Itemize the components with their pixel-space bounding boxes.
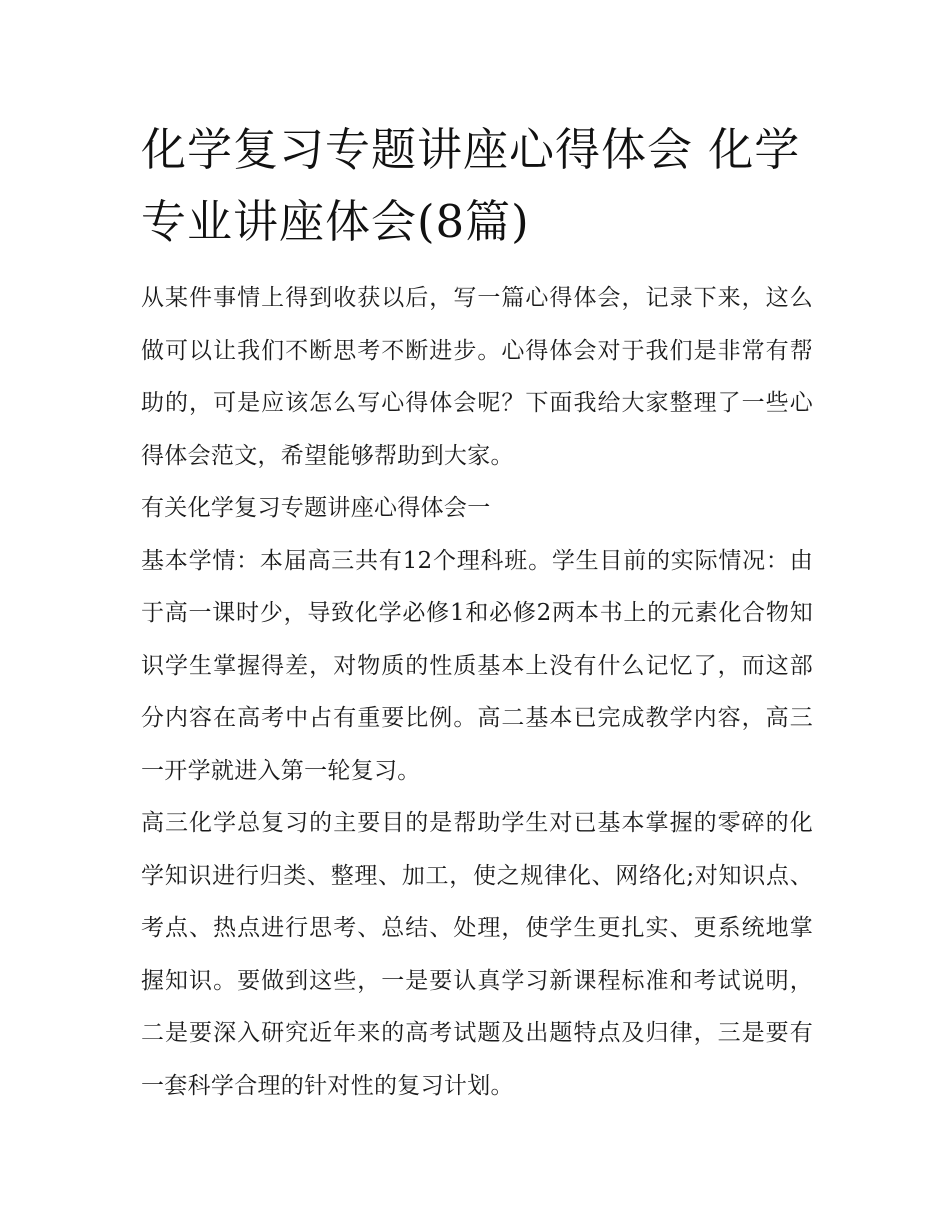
document-title: 化学复习专题讲座心得体会 化学专业讲座体会(8篇) [141,123,801,248]
paragraph-situation: 基本学情：本届高三共有12个理科班。学生目前的实际情况：由于高一课时少，导致化学必修1和必修2两本书上的元素化合物知识学生掌握得差，对物质的性质基本上没有什么记忆了，而这部分内容在高考中占有重要比例。高二基本已完成教学内容，高三一开学就进入第一轮复习。 [141,547,813,784]
paragraph-purpose: 高三化学总复习的主要目的是帮助学生对已基本掌握的零碎的化学知识进行归类、整理、加工，使之规律化、网络化;对知识点、考点、热点进行思考、总结、处理，使学生更扎实、更系统地掌握知识。要做到这些，一是要认真学习新课程标准和考试说明，二是要深入研究近年来的高考试题及出题特点及归律，三是要有一套科学合理的针对性的复习计划。 [141,810,813,1099]
paragraph-intro: 从某件事情上得到收获以后，写一篇心得体会，记录下来，这么做可以让我们不断思考不断进步。心得体会对于我们是非常有帮助的，可是应该怎么写心得体会呢？下面我给大家整理了一些心得体会范文，希望能够帮助到大家。 [141,285,813,469]
section-heading: 有关化学复习专题讲座心得体会一 [141,495,491,521]
document-body [141,114,813,1112]
title-block [141,114,813,258]
